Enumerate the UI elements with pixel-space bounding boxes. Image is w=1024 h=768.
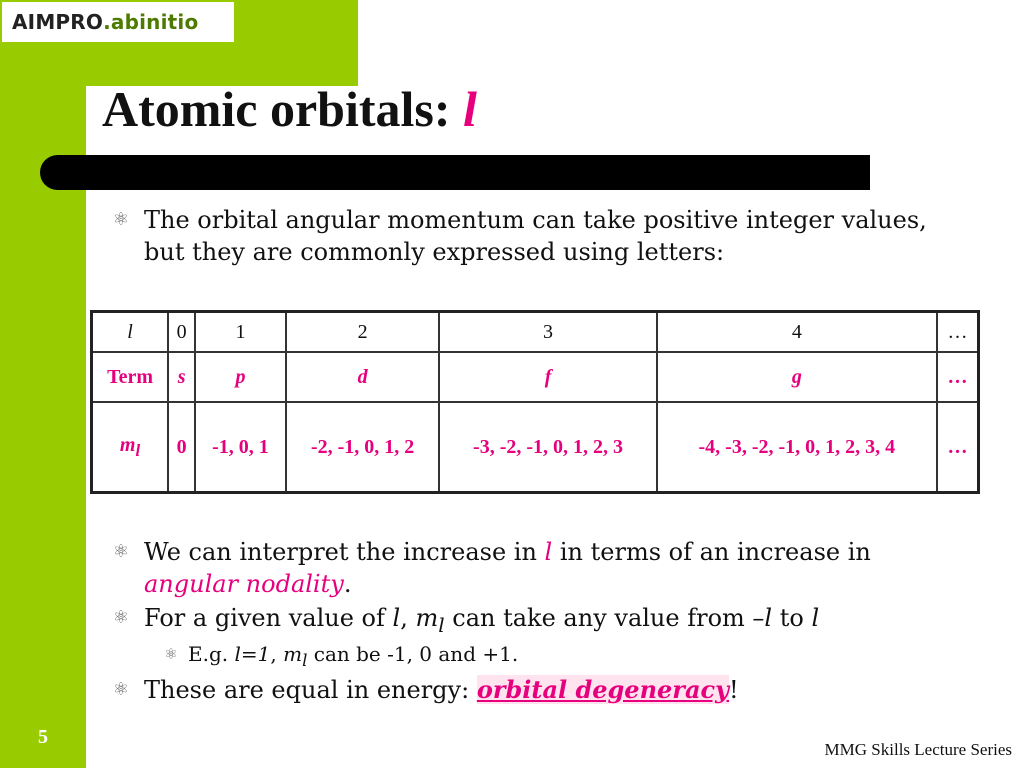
bullet-3: ⚛ For a given value of l, $m_l$ can take any value from –l to l bbox=[110, 602, 970, 641]
slide-title: Atomic orbitals: l bbox=[102, 81, 477, 137]
table-cell: … bbox=[937, 312, 978, 353]
table-row-l bbox=[92, 312, 979, 353]
table-cell: -1, 0, 1 bbox=[195, 402, 285, 493]
table-cell: 0 bbox=[168, 402, 195, 493]
bullet-2: ⚛ We can interpret the increase in l in terms of an increase in angular nodality. bbox=[110, 536, 970, 600]
table-cell: l bbox=[92, 312, 169, 353]
bullet-1: ⚛ The orbital angular momentum can take positive integer values, but they are commonly expressed using letters: bbox=[110, 204, 970, 268]
table-cell: Term bbox=[92, 352, 169, 402]
table-cell: -3, -2, -1, 0, 1, 2, 3 bbox=[439, 402, 656, 493]
table-cell: … bbox=[937, 402, 978, 493]
table-cell: 4 bbox=[657, 312, 937, 353]
table-row-term bbox=[92, 352, 979, 402]
table-cell: 0 bbox=[168, 312, 195, 353]
table-cell: d bbox=[286, 352, 440, 402]
atom-bullet-icon: ⚛ bbox=[112, 209, 130, 230]
atom-bullet-icon: ⚛ bbox=[112, 679, 130, 700]
title-symbol: l bbox=[463, 81, 477, 137]
table-cell: 3 bbox=[439, 312, 656, 353]
footer-series: MMG Skills Lecture Series bbox=[824, 740, 1012, 759]
atom-bullet-icon: ⚛ bbox=[164, 645, 178, 663]
table-cell: … bbox=[937, 352, 978, 402]
slide-number: 5 bbox=[38, 726, 48, 748]
table-cell: -4, -3, -2, -1, 0, 1, 2, 3, 4 bbox=[657, 402, 937, 493]
aimpro-logo: AIMPRO .abinitio bbox=[2, 2, 234, 42]
table-cell: $m_l$ bbox=[92, 402, 169, 493]
atom-bullet-icon: ⚛ bbox=[112, 541, 130, 562]
sub-bullet: ⚛ E.g. l=1, $m_l$ can be -1, 0 and +1. bbox=[160, 640, 860, 675]
table-cell: g bbox=[657, 352, 937, 402]
table-cell: s bbox=[168, 352, 195, 402]
green-side-band bbox=[0, 0, 86, 768]
atom-bullet-icon: ⚛ bbox=[112, 607, 130, 628]
table-cell: 1 bbox=[195, 312, 285, 353]
table-cell: -2, -1, 0, 1, 2 bbox=[286, 402, 440, 493]
table-row-ml bbox=[92, 402, 979, 493]
degeneracy-highlight: orbital degeneracy bbox=[476, 675, 730, 704]
table-cell: p bbox=[195, 352, 285, 402]
bullet-4: ⚛ These are equal in energy: orbital degeneracy! bbox=[110, 674, 970, 706]
table-cell: f bbox=[439, 352, 656, 402]
title-underline-bar bbox=[40, 155, 870, 190]
table-cell: 2 bbox=[286, 312, 440, 353]
orbital-table bbox=[90, 310, 980, 494]
